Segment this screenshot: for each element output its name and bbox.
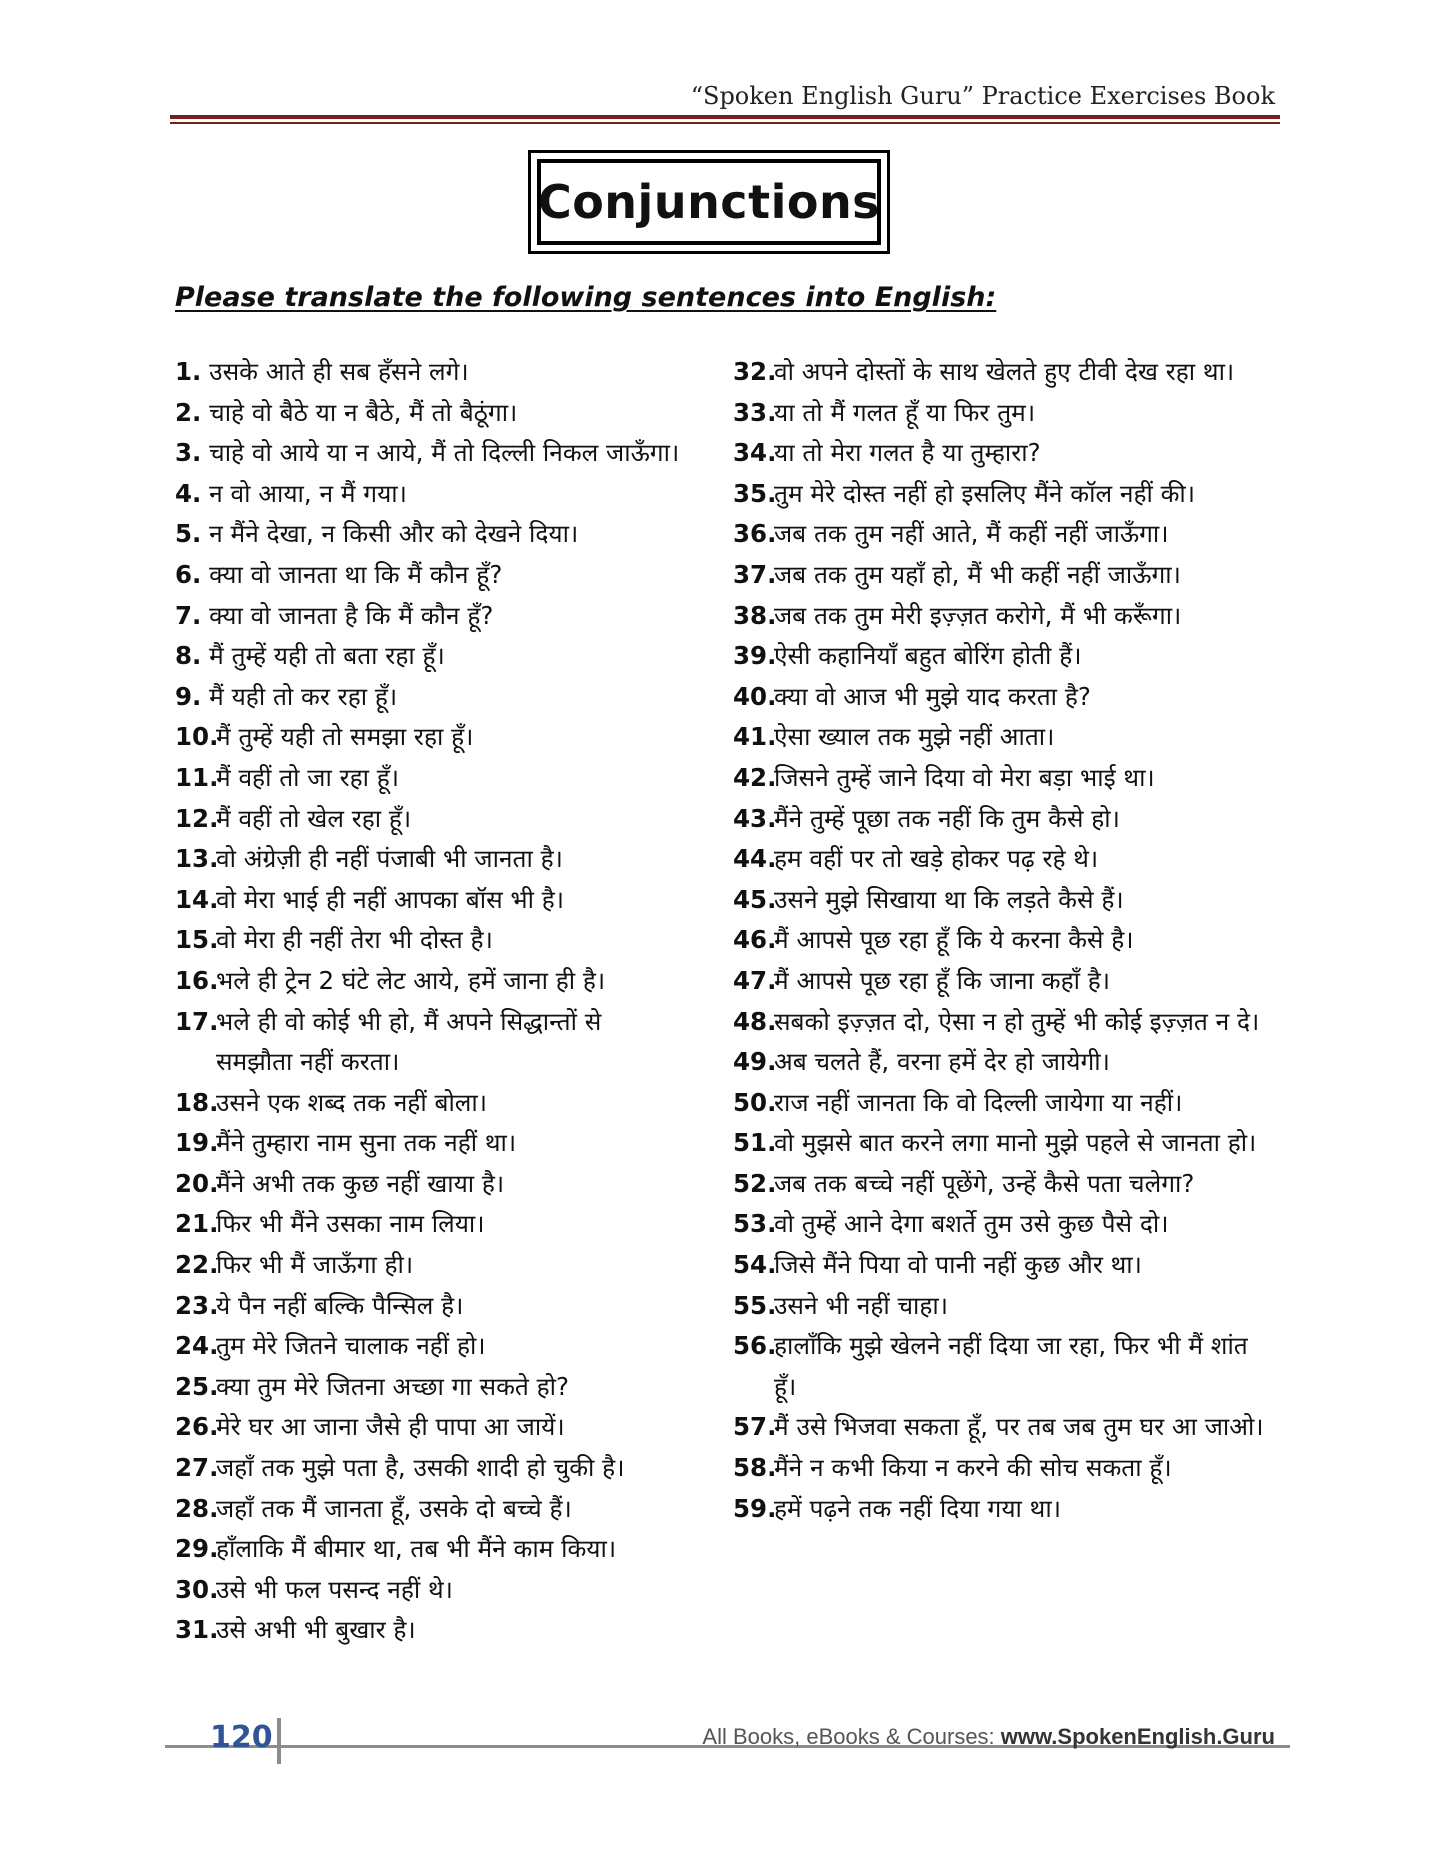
- item-text: उसे अभी भी बुखार है।: [216, 1615, 416, 1645]
- list-item: [175, 799, 715, 840]
- item-number: 23.: [175, 1290, 219, 1320]
- item-text: ये पैन नहीं बल्कि पैन्सिल है।: [216, 1290, 464, 1320]
- list-item: [175, 1245, 715, 1286]
- item-number: 40.: [733, 681, 777, 711]
- item-number: 47.: [733, 965, 777, 995]
- footer-website-link[interactable]: www.SpokenEnglish.Guru: [1000, 1724, 1275, 1749]
- list-item: [733, 839, 1293, 880]
- item-text: मैं तुम्हें यही तो बता रहा हूँ।: [209, 641, 445, 671]
- item-text: मैंने न कभी किया न करने की सोच सकता हूँ।: [774, 1453, 1172, 1483]
- page-number-divider: [277, 1718, 281, 1764]
- item-number: 22.: [175, 1250, 219, 1280]
- item-number: 2.: [175, 397, 202, 427]
- list-item: [175, 1002, 715, 1083]
- list-item: [733, 1002, 1293, 1043]
- list-item: [733, 1245, 1293, 1286]
- item-number: 19.: [175, 1128, 219, 1158]
- list-item: [733, 393, 1293, 434]
- item-text: हालाँकि मुझे खेलने नहीं दिया जा रहा, फिर भी मैं शांत हूँ।: [774, 1331, 1248, 1401]
- item-number: 20.: [175, 1168, 219, 1198]
- item-text: हमें पढ़ने तक नहीं दिया गया था।: [774, 1493, 1061, 1523]
- item-number: 21.: [175, 1209, 219, 1239]
- list-item: [175, 677, 715, 718]
- list-item: [175, 393, 715, 434]
- item-number: 8.: [175, 641, 202, 671]
- list-item: [733, 1489, 1293, 1530]
- item-text: फिर भी मैंने उसका नाम लिया।: [216, 1209, 485, 1239]
- list-item: [175, 758, 715, 799]
- list-item: [733, 717, 1293, 758]
- item-text: मैं वहीं तो जा रहा हूँ।: [216, 762, 400, 792]
- item-number: 29.: [175, 1534, 219, 1564]
- item-text: भले ही वो कोई भी हो, मैं अपने सिद्धान्तों से समझौता नहीं करता।: [216, 1006, 602, 1077]
- list-item: [733, 514, 1293, 555]
- item-text: उसने भी नहीं चाहा।: [774, 1290, 949, 1320]
- item-text: हम वहीं पर तो खड़े होकर पढ़ रहे थे।: [774, 844, 1099, 874]
- item-number: 33.: [733, 397, 777, 427]
- title-box: [528, 150, 890, 254]
- item-text: उसने मुझे सिखाया था कि लड़ते कैसे हैं।: [774, 884, 1124, 914]
- item-number: 7.: [175, 600, 202, 630]
- item-number: 56.: [733, 1331, 777, 1361]
- item-text: जब तक तुम मेरी इज़्ज़त करोगे, मैं भी करूँगा।: [774, 600, 1182, 630]
- item-number: 12.: [175, 803, 219, 833]
- item-text: राज नहीं जानता कि वो दिल्ली जायेगा या नहीं।: [774, 1087, 1183, 1117]
- item-number: 52.: [733, 1168, 777, 1198]
- item-text: या तो मैं गलत हूँ या फिर तुम।: [774, 397, 1036, 427]
- item-text: जहाँ तक मुझे पता है, उसकी शादी हो चुकी है।: [216, 1453, 625, 1483]
- item-text: ऐसा ख्याल तक मुझे नहीं आता।: [774, 722, 1055, 752]
- list-item: [175, 1448, 715, 1489]
- left-column: [175, 352, 715, 1651]
- list-item: [733, 961, 1293, 1002]
- item-number: 9.: [175, 681, 202, 711]
- item-text: जब तक तुम नहीं आते, मैं कहीं नहीं जाऊँगा।: [774, 519, 1169, 549]
- item-number: 37.: [733, 559, 777, 589]
- item-text: तुम मेरे दोस्त नहीं हो इसलिए मैंने कॉल नहीं की।: [774, 478, 1196, 508]
- item-number: 28.: [175, 1493, 219, 1523]
- item-text: मैं आपसे पूछ रहा हूँ कि ये करना कैसे है।: [774, 925, 1134, 955]
- list-item: [175, 555, 715, 596]
- item-text: या तो मेरा गलत है या तुम्हारा?: [774, 438, 1041, 468]
- item-number: 18.: [175, 1087, 219, 1117]
- list-item: [733, 677, 1293, 718]
- item-number: 31.: [175, 1615, 219, 1645]
- item-number: 51.: [733, 1128, 777, 1158]
- list-item: [733, 1326, 1293, 1407]
- item-text: वो तुम्हें आने देगा बशर्ते तुम उसे कुछ पैसे दो।: [774, 1209, 1169, 1239]
- item-number: 49.: [733, 1047, 777, 1077]
- item-text: चाहे वो बैठे या न बैठे, मैं तो बैठूंगा।: [209, 397, 518, 427]
- item-text: वो मेरा ही नहीं तेरा भी दोस्त है।: [216, 925, 493, 955]
- item-text: जिसे मैंने पिया वो पानी नहीं कुछ और था।: [774, 1250, 1142, 1280]
- item-number: 38.: [733, 600, 777, 630]
- list-item: [175, 1123, 715, 1164]
- item-number: 14.: [175, 884, 219, 914]
- item-text: न वो आया, न मैं गया।: [209, 478, 407, 508]
- list-item: [175, 1529, 715, 1570]
- item-text: भले ही ट्रेन 2 घंटे लेट आये, हमें जाना ही है।: [216, 965, 606, 995]
- item-text: वो अंग्रेज़ी ही नहीं पंजाबी भी जानता है।: [216, 844, 563, 874]
- list-item: [175, 839, 715, 880]
- item-number: 1.: [175, 357, 202, 386]
- item-number: 34.: [733, 438, 777, 468]
- list-item: [175, 596, 715, 637]
- item-number: 58.: [733, 1453, 777, 1483]
- list-item: [175, 433, 715, 474]
- list-item: [733, 596, 1293, 637]
- list-item: [175, 1286, 715, 1327]
- item-text: क्या वो आज भी मुझे याद करता है?: [774, 681, 1091, 711]
- footer-prefix: All Books, eBooks & Courses:: [702, 1724, 1001, 1749]
- instruction-heading: Please translate the following sentences into English:: [175, 282, 997, 313]
- item-text: न मैंने देखा, न किसी और को देखने दिया।: [209, 519, 579, 549]
- right-column: [733, 352, 1293, 1529]
- list-item: [175, 961, 715, 1002]
- item-text: हाँलाकि मैं बीमार था, तब भी मैंने काम किया।: [216, 1534, 617, 1564]
- list-item: [175, 1610, 715, 1651]
- item-number: 48.: [733, 1006, 777, 1036]
- list-item: [175, 636, 715, 677]
- item-text: क्या वो जानता था कि मैं कौन हूँ?: [209, 559, 503, 589]
- item-number: 53.: [733, 1209, 777, 1239]
- item-text: अब चलते हैं, वरना हमें देर हो जायेगी।: [774, 1047, 1110, 1077]
- list-item: [175, 717, 715, 758]
- item-text: मैं आपसे पूछ रहा हूँ कि जाना कहाँ है।: [774, 965, 1111, 995]
- list-item: [175, 1489, 715, 1530]
- item-text: फिर भी मैं जाऊँगा ही।: [216, 1250, 414, 1280]
- header-rule: [170, 115, 1280, 119]
- item-number: 26.: [175, 1412, 219, 1442]
- item-text: ऐसी कहानियाँ बहुत बोरिंग होती हैं।: [774, 641, 1082, 671]
- item-number: 16.: [175, 965, 219, 995]
- item-text: जब तक बच्चे नहीं पूछेंगे, उन्हें कैसे पता चलेगा?: [774, 1168, 1195, 1198]
- item-text: जहाँ तक मैं जानता हूँ, उसके दो बच्चे हैं।: [216, 1493, 572, 1523]
- item-number: 57.: [733, 1412, 777, 1442]
- list-item: [175, 1570, 715, 1611]
- item-number: 50.: [733, 1087, 777, 1117]
- list-item: [175, 1083, 715, 1124]
- list-item: [175, 514, 715, 555]
- item-number: 13.: [175, 844, 219, 874]
- item-number: 4.: [175, 478, 202, 508]
- item-number: 43.: [733, 803, 777, 833]
- list-item: [733, 555, 1293, 596]
- item-number: 17.: [175, 1006, 219, 1036]
- item-text: जिसने तुम्हें जाने दिया वो मेरा बड़ा भाई था।: [774, 762, 1155, 792]
- item-text: मैं वहीं तो खेल रहा हूँ।: [216, 803, 412, 833]
- item-text: सबको इज़्ज़त दो, ऐसा न हो तुम्हें भी कोई इज़्ज़त न दे।: [774, 1006, 1260, 1036]
- item-text: मैं यही तो कर रहा हूँ।: [209, 681, 398, 711]
- list-item: [175, 1164, 715, 1205]
- list-item: [175, 1326, 715, 1367]
- list-item: [733, 799, 1293, 840]
- item-number: 39.: [733, 641, 777, 671]
- list-item: [733, 1123, 1293, 1164]
- header-rule-thin: [170, 122, 1280, 124]
- list-item: [175, 880, 715, 921]
- item-number: 10.: [175, 722, 219, 752]
- item-number: 35.: [733, 478, 777, 508]
- item-text: वो मुझसे बात करने लगा मानो मुझे पहले से जानता हो।: [774, 1128, 1257, 1158]
- item-text: मैं तुम्हें यही तो समझा रहा हूँ।: [216, 722, 474, 752]
- list-item: [175, 474, 715, 515]
- list-item: [733, 636, 1293, 677]
- page-title: Conjunctions: [537, 159, 881, 245]
- item-number: 44.: [733, 844, 777, 874]
- item-text: वो मेरा भाई ही नहीं आपका बॉस भी है।: [216, 884, 565, 914]
- item-text: क्या तुम मेरे जितना अच्छा गा सकते हो?: [216, 1371, 569, 1401]
- item-text: उसे भी फल पसन्द नहीं थे।: [216, 1574, 453, 1604]
- item-number: 59.: [733, 1493, 777, 1523]
- list-item: [175, 352, 715, 393]
- item-number: 5.: [175, 519, 202, 549]
- list-item: [733, 433, 1293, 474]
- list-item: [733, 1083, 1293, 1124]
- item-number: 42.: [733, 762, 777, 792]
- list-item: [733, 1407, 1293, 1448]
- item-text: उसके आते ही सब हँसने लगे।: [209, 357, 469, 386]
- list-item: [175, 920, 715, 961]
- item-text: तुम मेरे जितने चालाक नहीं हो।: [216, 1331, 486, 1361]
- item-number: 36.: [733, 519, 777, 549]
- item-text: क्या वो जानता है कि मैं कौन हूँ?: [209, 600, 494, 630]
- item-text: उसने एक शब्द तक नहीं बोला।: [216, 1087, 488, 1117]
- list-item: [175, 1367, 715, 1408]
- list-item: [733, 1164, 1293, 1205]
- list-item: [733, 758, 1293, 799]
- item-text: मैंने तुम्हें पूछा तक नहीं कि तुम कैसे हो।: [774, 803, 1120, 833]
- list-item: [733, 1042, 1293, 1083]
- list-item: [733, 1204, 1293, 1245]
- item-number: 6.: [175, 559, 202, 589]
- item-number: 45.: [733, 884, 777, 914]
- list-item: [733, 1448, 1293, 1489]
- list-item: [733, 1286, 1293, 1327]
- list-item: [175, 1407, 715, 1448]
- item-number: 30.: [175, 1574, 219, 1604]
- item-number: 46.: [733, 925, 777, 955]
- item-text: चाहे वो आये या न आये, मैं तो दिल्ली निकल जाऊँगा।: [209, 438, 680, 468]
- list-item: [175, 1204, 715, 1245]
- item-number: 41.: [733, 722, 777, 752]
- item-number: 15.: [175, 925, 219, 955]
- list-item: [733, 920, 1293, 961]
- book-title: “Spoken English Guru” Practice Exercises Book: [690, 82, 1275, 110]
- item-number: 3.: [175, 438, 202, 468]
- item-number: 24.: [175, 1331, 219, 1361]
- list-item: [733, 880, 1293, 921]
- item-number: 32.: [733, 357, 777, 386]
- item-text: मैंने तुम्हारा नाम सुना तक नहीं था।: [216, 1128, 517, 1158]
- list-item: [733, 474, 1293, 515]
- page-number: 120: [210, 1720, 273, 1755]
- footer-text: [702, 1724, 1275, 1750]
- item-number: 55.: [733, 1290, 777, 1320]
- list-item: [733, 352, 1293, 393]
- item-number: 25.: [175, 1371, 219, 1401]
- item-text: जब तक तुम यहाँ हो, मैं भी कहीं नहीं जाऊँगा।: [774, 559, 1181, 589]
- item-number: 54.: [733, 1250, 777, 1280]
- item-text: मेरे घर आ जाना जैसे ही पापा आ जायें।: [216, 1412, 565, 1442]
- item-text: मैंने अभी तक कुछ नहीं खाया है।: [216, 1168, 505, 1198]
- item-number: 11.: [175, 762, 219, 792]
- item-text: वो अपने दोस्तों के साथ खेलते हुए टीवी देख रहा था।: [774, 357, 1235, 386]
- item-text: मैं उसे भिजवा सकता हूँ, पर तब जब तुम घर आ जाओ।: [774, 1412, 1264, 1442]
- item-number: 27.: [175, 1453, 219, 1483]
